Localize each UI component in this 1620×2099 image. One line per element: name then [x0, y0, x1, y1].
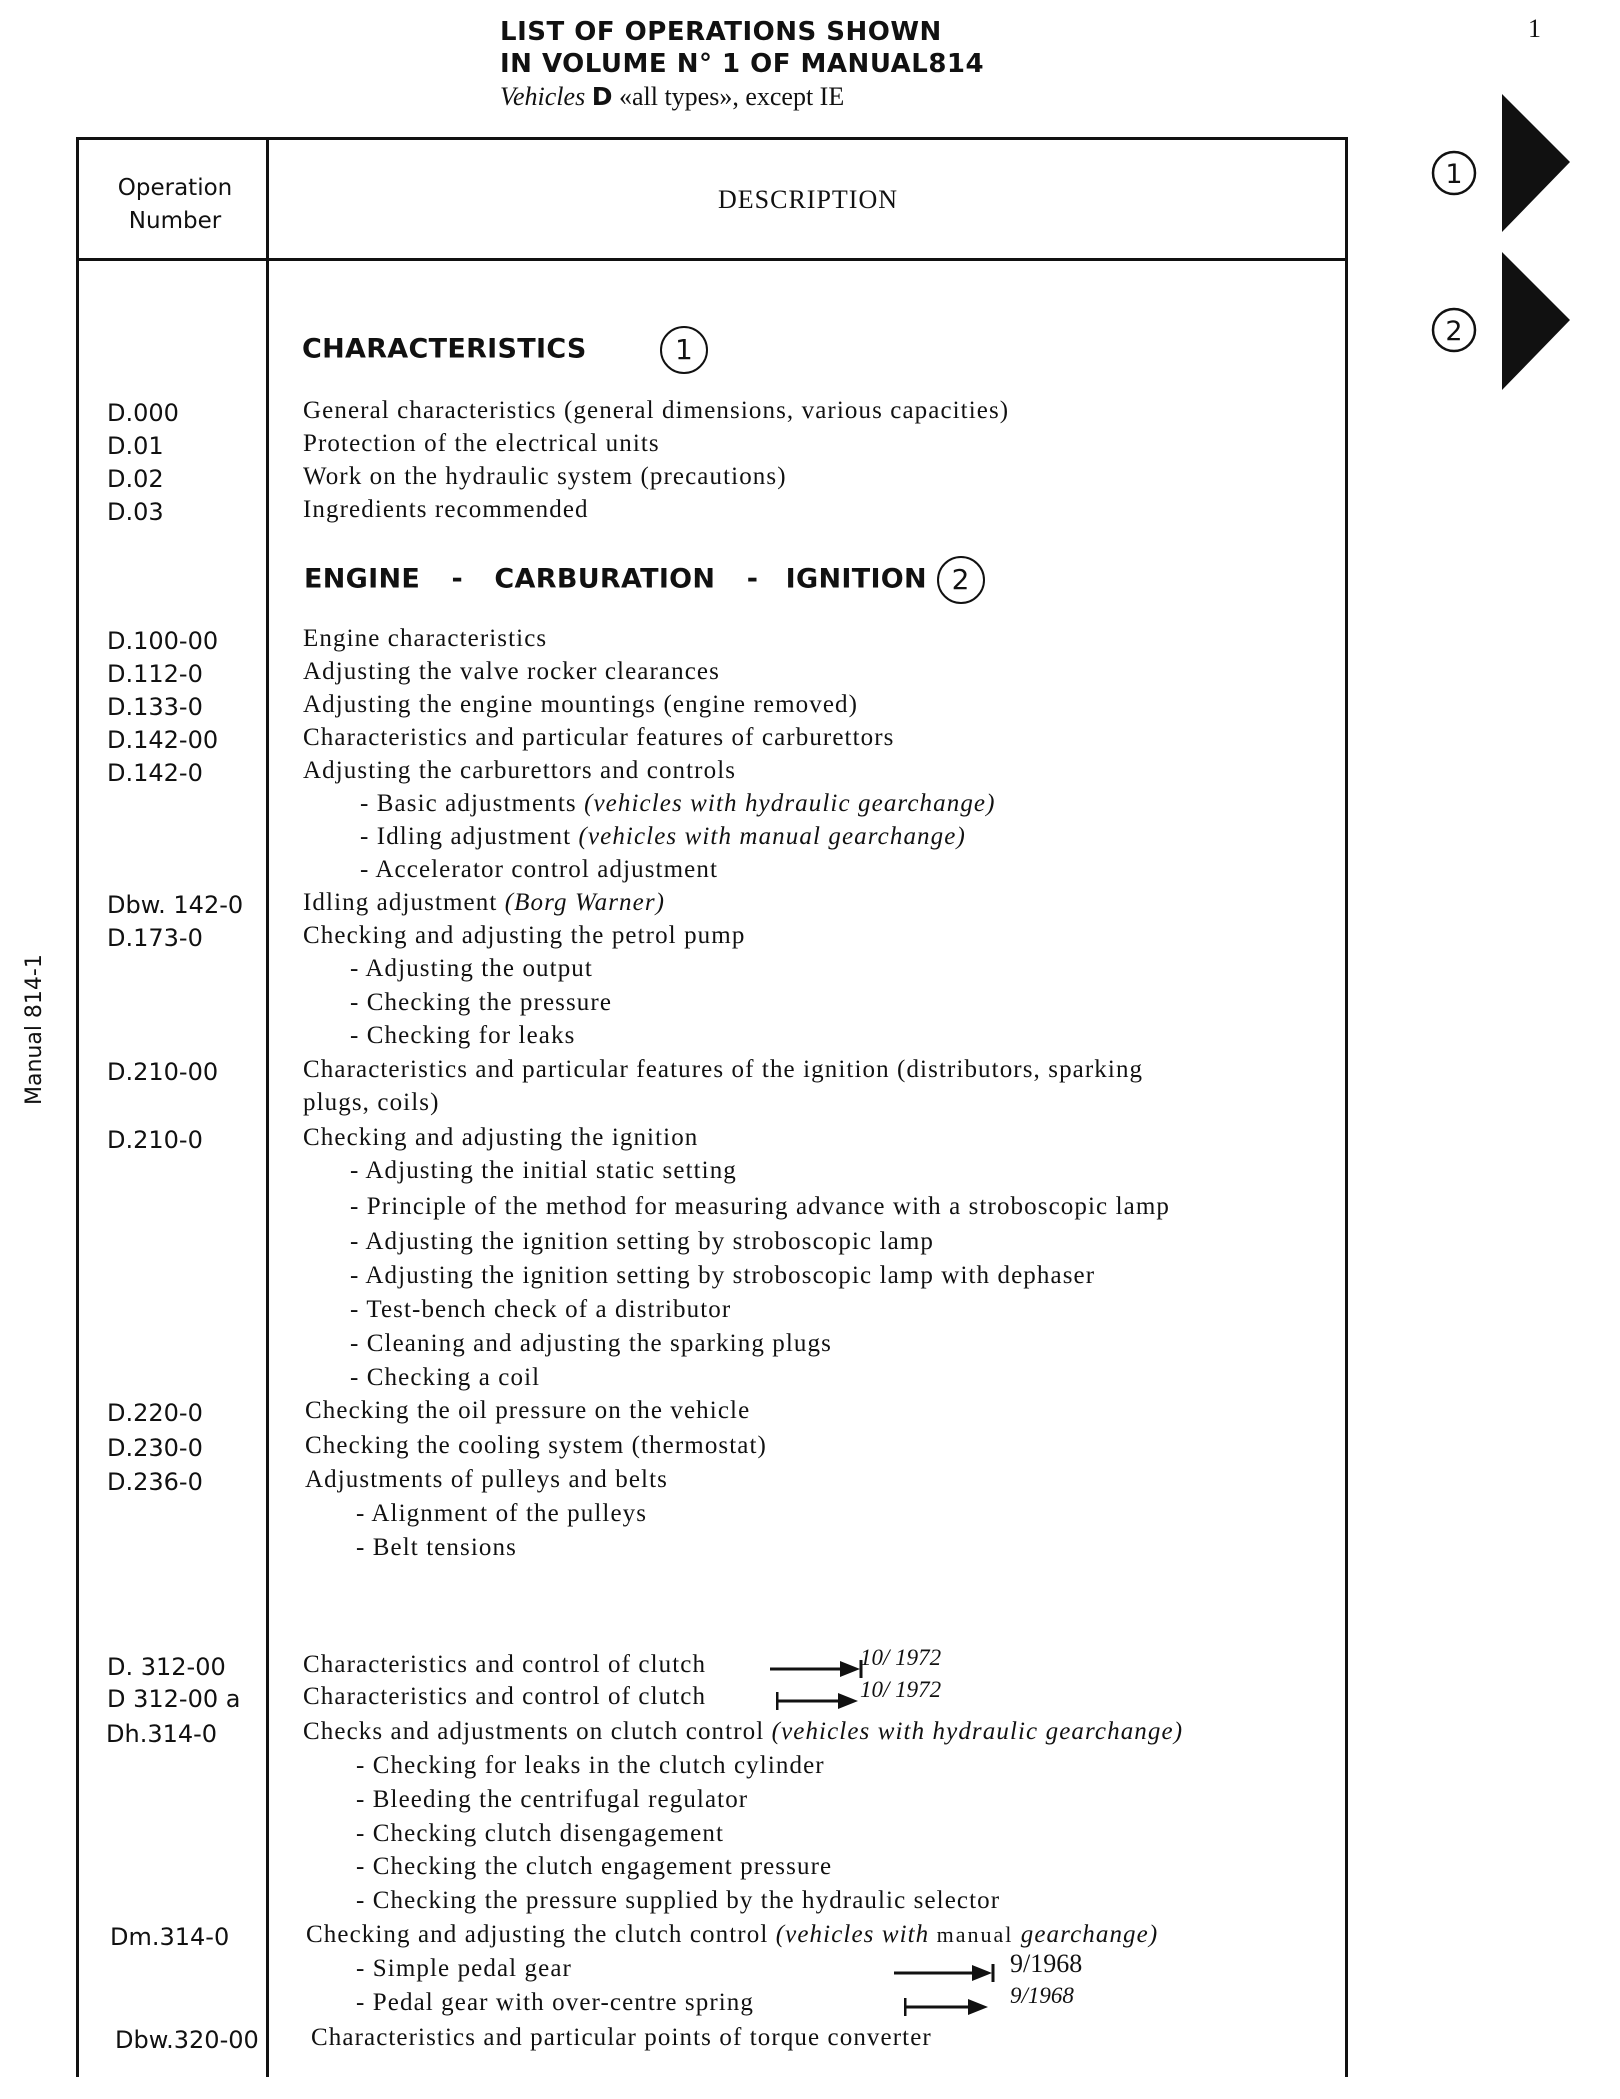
operation-number: D.230-0	[107, 1434, 203, 1462]
operation-description	[303, 1124, 698, 1152]
tab-marker-1[interactable]	[1420, 92, 1580, 242]
description-text: Adjusting the engine mountings (engine removed)	[303, 691, 859, 718]
side-label: Manual 814-1	[22, 954, 47, 1105]
operation-sub-item	[356, 1955, 572, 1983]
description-text: Characteristics and particular features of the ignition (distributors, sparking	[303, 1056, 1144, 1083]
description-text: Checks and adjustments on clutch control	[303, 1718, 765, 1745]
description-text: General characteristics (general dimensions, various capacities)	[303, 397, 1010, 424]
description-text: - Checking clutch disengagement	[356, 1820, 725, 1847]
date-arrow-icon	[776, 1689, 868, 1713]
operation-description	[305, 1397, 750, 1425]
column-header-description: DESCRIPTION	[717, 185, 898, 214]
effective-date: 10/ 1972	[860, 1677, 942, 1702]
effective-date: 9/1968	[1010, 1949, 1083, 1978]
operation-number: D 312-00 a	[107, 1685, 241, 1713]
operation-number: D.112-0	[107, 660, 203, 688]
description-text: - Cleaning and adjusting the sparking plugs	[350, 1330, 832, 1357]
description-text: - Pedal gear with over-centre spring	[356, 1989, 754, 2016]
description-text: Checking the oil pressure on the vehicle	[305, 1397, 751, 1424]
operation-number: D.220-0	[107, 1399, 203, 1427]
description-text: - Checking the pressure	[350, 989, 613, 1016]
operation-sub-item	[350, 1364, 540, 1392]
description-text: Engine characteristics	[303, 625, 548, 652]
operation-number: D.210-0	[107, 1126, 203, 1154]
tab-marker-2[interactable]	[1420, 250, 1580, 400]
subtitle-vehicles: Vehicles	[500, 82, 586, 111]
operation-description	[303, 724, 895, 752]
operation-number: D.000	[107, 399, 179, 427]
operation-sub-item	[350, 1022, 575, 1050]
description-text: Checking the cooling system (thermostat)	[305, 1432, 767, 1459]
page-number: 1	[1528, 14, 1541, 43]
operation-number: D.02	[107, 465, 164, 493]
operation-number: D.03	[107, 498, 164, 526]
description-text: plugs, coils)	[303, 1089, 440, 1116]
operation-number: D.133-0	[107, 693, 203, 721]
operation-description	[306, 1921, 1158, 1949]
description-italic-note: (vehicles with hydraulic gearchange)	[771, 1718, 1184, 1745]
table-column-divider	[266, 137, 269, 2077]
tab-marker-2-label: 2	[1445, 316, 1463, 347]
operation-description	[305, 1432, 767, 1460]
operation-description	[305, 1466, 668, 1494]
description-italic-note: (Borg Warner)	[504, 889, 666, 916]
description-text: Adjustments of pulleys and belts	[305, 1466, 668, 1493]
operation-sub-item	[356, 1989, 754, 2017]
description-text: Work on the hydraulic system (precautions)	[303, 463, 787, 490]
date-arrow-icon	[894, 1961, 1002, 1985]
description-text: Protection of the electrical units	[303, 430, 660, 457]
description-text: Characteristics and control of clutch	[303, 1683, 707, 1710]
operation-description	[303, 889, 665, 917]
operation-number: Dbw.320-00	[115, 2026, 259, 2054]
description-text: - Principle of the method for measuring advance with a stroboscopic lamp	[350, 1193, 1170, 1220]
operation-sub-item	[356, 1820, 724, 1848]
description-text: Characteristics and particular points of torque converter	[311, 2024, 932, 2051]
operation-description	[303, 757, 736, 785]
operation-description	[303, 430, 660, 458]
operation-sub-item	[356, 1534, 517, 1562]
description-text: - Accelerator control adjustment	[360, 856, 718, 883]
operation-sub-item	[350, 955, 593, 983]
description-text: - Adjusting the ignition setting by stroboscopic lamp with dephaser	[350, 1262, 1096, 1289]
operation-number: Dbw. 142-0	[107, 891, 244, 919]
description-text: - Belt tensions	[356, 1534, 517, 1561]
description-text: - Basic adjustments	[360, 790, 577, 817]
table-right-border	[1345, 137, 1348, 2077]
description-text: Idling adjustment	[303, 889, 498, 916]
date-arrow-icon	[904, 1995, 998, 2019]
operation-number: D.236-0	[107, 1468, 203, 1496]
operation-sub-item	[356, 1887, 1000, 1915]
title-line-2: IN VOLUME N° 1 OF MANUAL814	[500, 49, 985, 79]
description-text: - Adjusting the initial static setting	[350, 1157, 737, 1184]
description-italic-note: (vehicles with	[775, 1921, 930, 1948]
section-heading-engine-part3: IGNITION	[785, 563, 927, 595]
description-small-text: manual	[936, 1922, 1014, 1947]
title-line-1: LIST OF OPERATIONS SHOWN	[500, 17, 942, 47]
description-text: - Checking the pressure supplied by the hydraulic selector	[356, 1887, 1001, 1914]
operation-sub-item	[350, 1228, 934, 1256]
section-badge-1: 1	[660, 326, 708, 374]
operation-sub-item	[350, 1262, 1095, 1290]
operation-description	[303, 625, 547, 653]
description-text: Checking and adjusting the clutch control	[306, 1921, 769, 1948]
description-text: Adjusting the carburettors and controls	[303, 757, 737, 784]
section-heading-engine	[304, 556, 985, 604]
section-heading-engine-part2: CARBURATION	[494, 563, 716, 595]
description-text: Adjusting the valve rocker clearances	[303, 658, 720, 685]
description-text: - Alignment of the pulleys	[356, 1500, 648, 1527]
operation-description	[303, 1651, 706, 1679]
column-header-number-line2: Number	[128, 208, 222, 234]
tab-marker-1-label: 1	[1445, 159, 1463, 190]
operation-description	[303, 1683, 706, 1711]
title-subtitle	[500, 80, 1060, 114]
description-text: Ingredients recommended	[303, 496, 589, 523]
operation-number: D.100-00	[107, 627, 219, 655]
operation-description	[303, 1056, 1143, 1084]
description-text: - Adjusting the ignition setting by stroboscopic lamp	[350, 1228, 934, 1255]
operation-number: Dm.314-0	[110, 1923, 230, 1951]
section-heading-characteristics-text: CHARACTERISTICS	[302, 333, 587, 365]
operation-sub-item	[303, 1089, 440, 1117]
section-heading-engine-sep2: -	[746, 563, 759, 595]
description-text: Checking and adjusting the petrol pump	[303, 922, 746, 949]
date-arrow-icon	[770, 1657, 870, 1681]
operation-description	[303, 658, 720, 686]
description-text: - Idling adjustment	[360, 823, 572, 850]
section-heading-engine-sep1: -	[451, 563, 464, 595]
description-text: - Checking for leaks	[350, 1022, 576, 1049]
operation-number: Dh.314-0	[106, 1720, 218, 1748]
operation-sub-item	[360, 790, 996, 818]
operation-number: D. 312-00	[107, 1653, 226, 1681]
description-text: Characteristics and control of clutch	[303, 1651, 707, 1678]
operation-sub-item	[350, 1193, 1170, 1221]
description-text: - Checking a coil	[350, 1364, 541, 1391]
description-italic-note: (vehicles with hydraulic gearchange)	[584, 790, 996, 817]
column-header-number-line1: Operation	[117, 175, 233, 201]
title-block	[500, 16, 1060, 114]
operation-description	[303, 397, 1009, 425]
description-italic-note: (vehicles with manual gearchange)	[578, 823, 966, 850]
operation-sub-item	[350, 989, 612, 1017]
operation-description	[303, 1718, 1183, 1746]
operation-description	[303, 922, 745, 950]
operation-number: D.142-00	[107, 726, 219, 754]
column-header-operation-number	[100, 172, 250, 238]
subtitle-rest: «all types», except IE	[618, 82, 845, 111]
operation-sub-item	[350, 1330, 832, 1358]
subtitle-model: D	[591, 82, 613, 111]
description-italic-note-2: gearchange)	[1020, 1921, 1159, 1948]
description-text: - Checking the clutch engagement pressure	[356, 1853, 833, 1880]
operation-description	[311, 2024, 932, 2052]
description-text: - Bleeding the centrifugal regulator	[356, 1786, 749, 1813]
operation-sub-item	[356, 1786, 748, 1814]
operation-sub-item	[356, 1500, 647, 1528]
effective-date: 10/ 1972	[860, 1645, 942, 1670]
operation-sub-item	[356, 1853, 832, 1881]
operation-sub-item	[350, 1296, 731, 1324]
operation-sub-item	[356, 1752, 825, 1780]
description-text: - Checking for leaks in the clutch cylinder	[356, 1752, 825, 1779]
operation-description	[303, 463, 787, 491]
section-heading-engine-part1: ENGINE	[304, 563, 421, 595]
operation-description	[303, 691, 858, 719]
description-text: - Test-bench check of a distributor	[350, 1296, 732, 1323]
description-text: - Adjusting the output	[350, 955, 593, 982]
operation-number: D.142-0	[107, 759, 203, 787]
operation-sub-item	[360, 856, 718, 884]
operation-sub-item	[350, 1157, 737, 1185]
description-text: Checking and adjusting the ignition	[303, 1124, 699, 1151]
description-text: Characteristics and particular features of carburettors	[303, 724, 895, 751]
effective-date: 9/1968	[1010, 1983, 1074, 2008]
section-heading-characteristics	[302, 326, 708, 374]
operation-number: D.01	[107, 432, 164, 460]
section-badge-2: 2	[937, 556, 985, 604]
table-left-border	[76, 137, 79, 2077]
operation-sub-item	[360, 823, 966, 851]
operation-number: D.173-0	[107, 924, 203, 952]
operation-description	[303, 496, 589, 524]
description-text: - Simple pedal gear	[356, 1955, 572, 1982]
operation-number: D.210-00	[107, 1058, 219, 1086]
